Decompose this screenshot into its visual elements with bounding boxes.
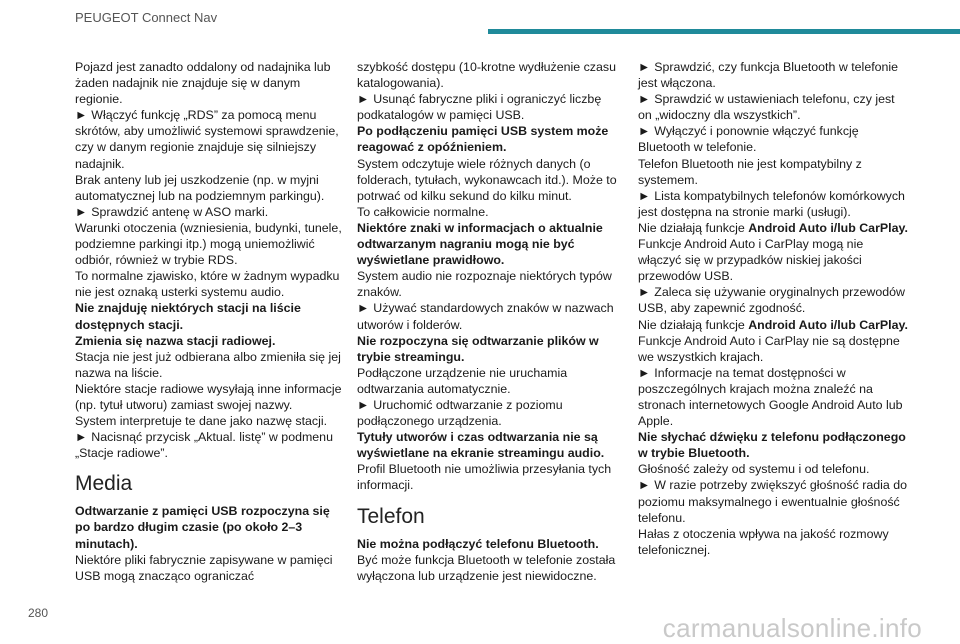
paragraph: To normalne zjawisko, które w żadnym wypadku nie jest oznaką usterki systemu audio. [75, 269, 340, 300]
bold-heading: Nie można podłączyć telefonu Bluetooth. [357, 536, 599, 551]
paragraph: Hałas z otoczenia wpływa na jakość rozmowy telefonicznej. [638, 526, 889, 557]
mixed-heading [638, 317, 908, 333]
action-text: Informacje na temat dostępności w poszczególnych krajach można znaleźć na stronach internetowych Google Android Auto lub Apple. [638, 365, 903, 429]
paragraph: System interpretuje te dane jako nazwę stacji. [75, 414, 328, 429]
header-accent-bar [488, 29, 960, 34]
arrow-icon: ► [75, 204, 88, 219]
paragraph: Profil Bluetooth nie umożliwia przesyłania tych informacji. [357, 462, 612, 493]
arrow-icon: ► [357, 397, 370, 412]
bold-heading: Nie rozpoczyna się odtwarzanie plików w trybie streamingu. [357, 333, 599, 364]
paragraph: System odczytuje wiele różnych danych (o folderach, tytułach, wykonawcach itd.). Może to potrwać od kilku sekund do kilku minut. [357, 156, 617, 203]
page-number: 280 [28, 606, 49, 620]
text-column-2 [357, 59, 627, 584]
paragraph: szybkość dostępu (10-krotne wydłużenie czasu katalogowania). [357, 60, 616, 91]
paragraph: Brak anteny lub jej uszkodzenie (np. w myjni automatycznej lub na podziemnym parkingu). [75, 172, 325, 203]
action-item [75, 107, 345, 171]
mixed-heading [638, 220, 908, 236]
paragraph: Funkcje Android Auto i CarPlay nie są dostępne we wszystkich krajach. [638, 333, 900, 364]
paragraph: Podłączone urządzenie nie uruchamia odtwarzania automatycznie. [357, 365, 568, 396]
action-text: Zaleca się używanie oryginalnych przewodów USB, aby zapewnić zgodność. [638, 285, 905, 316]
paragraph: Głośność zależy od systemu i od telefonu. [638, 462, 870, 477]
action-text: Uruchomić odtwarzanie z poziomu podłączonego urządzenia. [357, 397, 563, 429]
action-item [638, 477, 908, 525]
bold-heading: Nie słychać dźwięku z telefonu podłączonego w trybie Bluetooth. [638, 430, 906, 461]
section-heading: Telefon [357, 504, 425, 528]
action-item [357, 300, 627, 332]
arrow-icon: ► [357, 301, 370, 316]
paragraph: Stacja nie jest już odbierana albo zmieniła się jej nazwa na liście. [75, 349, 341, 380]
arrow-icon: ► [638, 365, 651, 380]
bold-heading: Tytuły utworów i czas odtwarzania nie są wyświetlane na ekranie streamingu audio. [357, 430, 605, 461]
arrow-icon: ► [638, 124, 651, 139]
arrow-icon: ► [638, 188, 651, 203]
paragraph: Pojazd jest zanadto oddalony od nadajnika lub żaden nadajnik nie znajduje się w danym regionie. [75, 60, 331, 107]
bold-heading: Niektóre znaki w informacjach o aktualnie odtwarzanym nagraniu mogą nie być wyświetlane prawidłowo. [357, 220, 603, 268]
action-item [638, 365, 908, 429]
action-item [638, 284, 908, 316]
action-item [638, 188, 908, 220]
bold-heading: Odtwarzanie z pamięci USB rozpoczyna się po bardzo długim czasie (po około 2–3 minutach). [75, 504, 330, 551]
action-item [357, 397, 627, 429]
action-text: Używać standardowych znaków w nazwach utworów i folderów. [357, 301, 614, 332]
action-item [638, 59, 908, 91]
arrow-icon: ► [75, 430, 88, 445]
action-text: Wyłączyć i ponownie włączyć funkcję Bluetooth w telefonie. [638, 124, 859, 155]
paragraph: Być może funkcja Bluetooth w telefonie została wyłączona lub urządzenie jest niewidoczne. [357, 552, 616, 583]
paragraph: Funkcje Android Auto i CarPlay mogą nie włączyć się w przypadków niskiej jakości przewodów USB. [638, 237, 864, 284]
action-text: W razie potrzeby zwiększyć głośność radia do poziomu maksymalnego i ewentualnie głośność telefonu. [638, 478, 907, 525]
arrow-icon: ► [638, 285, 651, 300]
heading-plain-part: Nie działają funkcje [638, 317, 749, 332]
heading-bold-part: Android Auto i/lub CarPlay. [748, 220, 908, 235]
action-item [638, 91, 908, 123]
action-text: Sprawdzić, czy funkcja Bluetooth w telefonie jest włączona. [638, 60, 899, 91]
paragraph: Warunki otoczenia (wzniesienia, budynki, tunele, podziemne parkingi itp.) mogą uniemożliwić odbiór, również w trybie RDS. [75, 220, 342, 268]
bold-heading: Zmienia się nazwa stacji radiowej. [75, 333, 276, 348]
header-title: PEUGEOT Connect Nav [75, 10, 218, 25]
action-text: Włączyć funkcję „RDS” za pomocą menu skrótów, aby umożliwić systemowi sprawdzenie, czy w danym regionie znajduje się silniejszy nadajnik. [75, 108, 339, 171]
text-column-3 [638, 59, 908, 558]
paragraph: Telefon Bluetooth nie jest kompatybilny z systemem. [638, 156, 862, 187]
arrow-icon: ► [638, 478, 651, 493]
paragraph: System audio nie rozpoznaje niektórych typów znaków. [357, 269, 612, 300]
bold-heading: Nie znajduję niektórych stacji na liście dostępnych stacji. [75, 301, 301, 332]
heading-bold-part: Android Auto i/lub CarPlay. [748, 317, 908, 332]
arrow-icon: ► [638, 92, 651, 107]
heading-plain-part: Nie działają funkcje [638, 220, 749, 235]
action-item [638, 123, 908, 155]
watermark: carmanualsonline.info [662, 613, 922, 643]
arrow-icon: ► [638, 60, 651, 74]
action-text: Sprawdzić antenę w ASO marki. [91, 204, 269, 219]
paragraph: To całkowicie normalne. [357, 204, 489, 219]
section-heading: Media [75, 472, 133, 496]
arrow-icon: ► [357, 92, 370, 107]
text-column-1 [75, 59, 345, 584]
action-item [75, 204, 345, 220]
action-text: Usunąć fabryczne pliki i ograniczyć liczbę podkatalogów w pamięci USB. [357, 92, 602, 123]
action-text: Nacisnąć przycisk „Aktual. listę” w podmenu „Stacje radiowe”. [75, 430, 333, 461]
action-item [357, 91, 627, 123]
bold-heading: Po podłączeniu pamięci USB system może reagować z opóźnieniem. [357, 124, 609, 155]
action-text: Lista kompatybilnych telefonów komórkowych jest dostępna na stronie marki (usługi). [638, 188, 905, 219]
action-item [75, 429, 345, 461]
action-text: Sprawdzić w ustawieniach telefonu, czy jest on „widoczny dla wszystkich”. [638, 92, 895, 123]
arrow-icon: ► [75, 108, 88, 123]
paragraph: Niektóre stacje radiowe wysyłają inne informacje (np. tytuł utworu) zamiast swojej nazwy. [75, 381, 342, 412]
paragraph: Niektóre pliki fabrycznie zapisywane w pamięci USB mogą znacząco ograniczać [75, 552, 333, 583]
